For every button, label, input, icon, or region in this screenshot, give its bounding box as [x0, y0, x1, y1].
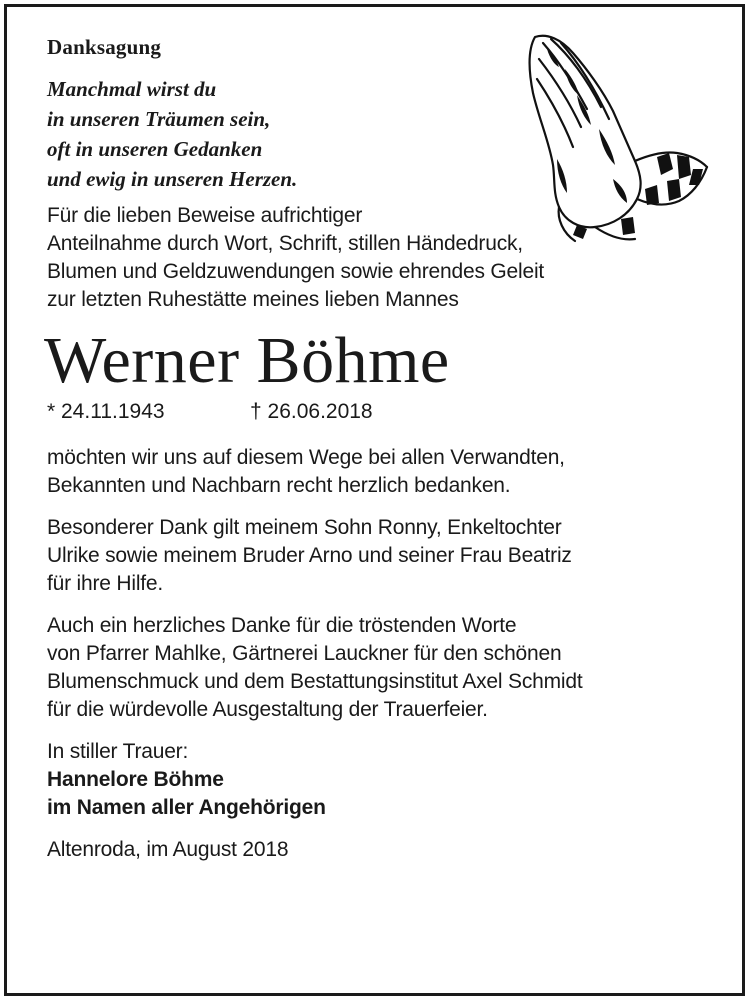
- notice-heading: Danksagung: [47, 35, 162, 59]
- intro-line: Für die lieben Beweise aufrichtiger: [47, 204, 363, 227]
- notice-body: [44, 35, 724, 878]
- also-line: Blumenschmuck und dem Bestattungsinstitut Axel Schmidt: [47, 670, 583, 693]
- also-line: für die würdevolle Ausgestaltung der Trauerfeier.: [47, 698, 488, 721]
- signer-family: im Namen aller Angehörigen: [47, 796, 326, 819]
- mourning-label: In stiller Trauer:: [47, 740, 189, 763]
- special-line: Ulrike sowie meinem Bruder Arno und seiner Frau Beatriz: [47, 544, 572, 567]
- additional-thanks-paragraph: [47, 612, 724, 724]
- deceased-name: Werner Böhme: [44, 324, 450, 397]
- special-line: Besonderer Dank gilt meinem Sohn Ronny, Enkeltochter: [47, 516, 562, 539]
- intro-line: Anteilnahme durch Wort, Schrift, stillen Händedruck,: [47, 232, 523, 255]
- poem-line: in unseren Träumen sein,: [47, 107, 271, 131]
- also-line: Auch ein herzliches Danke für die tröstenden Worte: [47, 614, 517, 637]
- birth-date: * 24.11.1943: [47, 400, 165, 423]
- thanks-paragraph: [47, 444, 724, 500]
- intro-line: zur letzten Ruhestätte meines lieben Mannes: [47, 288, 459, 311]
- signer-name: Hannelore Böhme: [47, 768, 224, 791]
- thanks-line: Bekannten und Nachbarn recht herzlich bedanken.: [47, 474, 511, 497]
- also-line: von Pfarrer Mahlke, Gärtnerei Lauckner für den schönen: [47, 642, 562, 665]
- special-thanks-paragraph: [47, 514, 724, 598]
- thanks-line: möchten wir uns auf diesem Wege bei allen Verwandten,: [47, 446, 565, 469]
- death-date: † 26.06.2018: [250, 400, 373, 423]
- memorial-poem: [47, 74, 724, 194]
- poem-line: Manchmal wirst du: [47, 77, 217, 101]
- special-line: für ihre Hilfe.: [47, 572, 164, 595]
- poem-line: und ewig in unseren Herzen.: [47, 167, 298, 191]
- place-and-date: Altenroda, im August 2018: [47, 838, 289, 861]
- mourning-signature: [47, 738, 724, 822]
- obituary-notice: [4, 4, 745, 996]
- life-dates: [47, 398, 724, 426]
- poem-line: oft in unseren Gedanken: [47, 137, 263, 161]
- intro-line: Blumen und Geldzuwendungen sowie ehrendes Geleit: [47, 260, 545, 283]
- intro-paragraph: [47, 202, 724, 314]
